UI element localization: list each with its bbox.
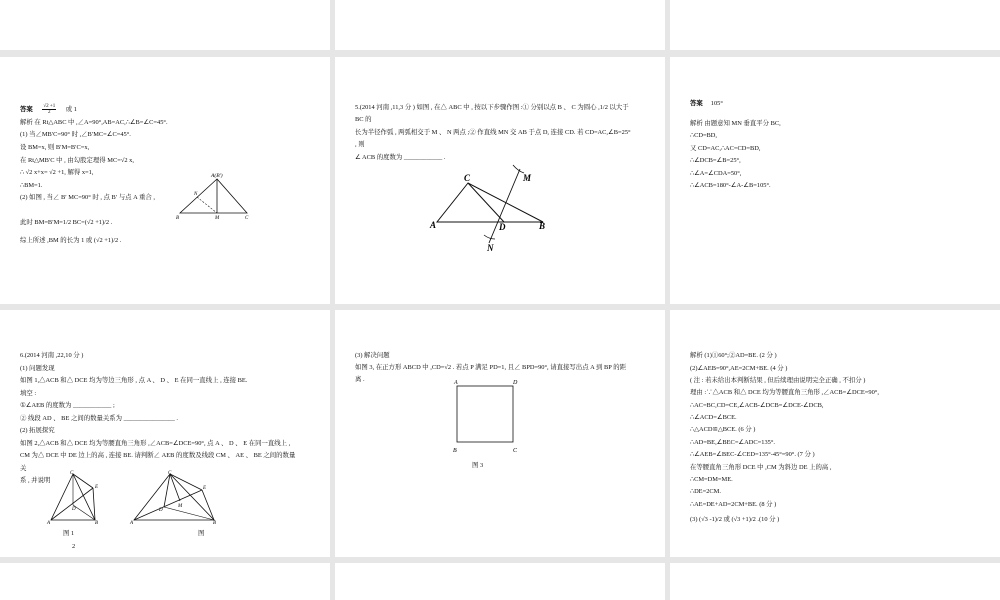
fig5-label-n: N xyxy=(487,243,494,251)
problem6-line-5: ①∠AEB 的度数为 ____________ ; xyxy=(20,402,115,409)
problem5-line-4: , 则 xyxy=(355,141,365,148)
fig5-label-a: A xyxy=(430,220,437,230)
page-number: 2 xyxy=(72,543,76,550)
answer-line xyxy=(20,104,77,115)
page-top-right xyxy=(670,0,1000,50)
fig2-label-m: M xyxy=(178,504,183,509)
problem6-line-10: 关 xyxy=(20,465,27,472)
fig2-label-e: E xyxy=(203,486,207,491)
problem6-part3-line-1: (3) 解决问题 xyxy=(355,352,390,359)
solution-line-5: ∴ √2 x+x= √2 +1, 解得 x=1, xyxy=(20,169,94,176)
answer5-line xyxy=(690,100,723,108)
solution6-line-4: 理由 :∵△ACB 和△ DCE 均为等腰直角三角形 ,∠ACB=∠DCE=90°, xyxy=(690,389,879,396)
label-b: B xyxy=(176,216,180,221)
fig1-label-d: D xyxy=(72,507,76,512)
square-figure xyxy=(451,376,521,456)
figure-3-caption: 图 3 xyxy=(472,462,484,469)
page-solution-6 xyxy=(670,310,1000,557)
answer5-line-5: ∴∠A=∠CDA=50°, xyxy=(690,170,742,177)
answer-tail: 或 1 xyxy=(65,105,77,113)
figure-1 xyxy=(45,470,107,525)
fig3-label-a: A xyxy=(454,380,458,386)
problem6-line-11: 系 , 并说明 xyxy=(20,477,51,484)
problem6-line-1: 6.(2014 河南 ,22,10 分 ) xyxy=(20,352,84,359)
label-m: M xyxy=(215,216,220,221)
solution6-line-7: ∴△ACD≌△BCE. (6 分 ) xyxy=(690,426,756,433)
solution6-line-11: ∴CM=DM=ME. xyxy=(690,476,733,483)
solution-line-2: (1) 当∠MB′C=90° 时 ,∠B′MC=∠C=45°. xyxy=(20,131,131,138)
fig2-label-d: D xyxy=(159,508,163,513)
solution-line-9: 综上所述 ,BM 的长为 1 或 (√2 +1)/2 . xyxy=(20,237,122,244)
page-bottom-right xyxy=(670,563,1000,600)
solution-line-4: 在 Rt△MB′C 中 , 由勾股定理得 MC=√2 x, xyxy=(20,157,134,164)
answer5-line-4: ∴∠DCB=∠B=25°, xyxy=(690,157,741,164)
problem5-line-5: ∠ ACB 的度数为 ____________ . xyxy=(355,154,446,161)
problem6-part3-line-3: 离 . xyxy=(355,376,365,383)
solution-line-6: ∴BM=1. xyxy=(20,182,43,189)
answer5-tag: 答案 xyxy=(690,100,703,107)
figure-1-caption: 图 1 xyxy=(63,530,75,537)
page-answer-5 xyxy=(670,57,1000,304)
construction-figure xyxy=(425,159,555,251)
fig1-label-e: E xyxy=(95,485,99,490)
page-bottom-left xyxy=(0,563,330,600)
fig1-label-a: A xyxy=(47,521,51,525)
fig5-label-m: M xyxy=(523,173,532,183)
label-c: C xyxy=(245,216,249,221)
fig5-label-d: D xyxy=(499,222,506,232)
problem6-line-8: 如图 2,△ACB 和△ DCE 均为等腰直角三角形 ,∠ACB=∠DCE=90°, 点 A 、 D 、 E 在同一直线上 , xyxy=(20,440,291,447)
answer5-value: 105° xyxy=(710,100,723,107)
page-problem-5 xyxy=(335,57,665,304)
problem6-line-3: 如图 1,△ACB 和△ DCE 均为等边三角形 , 点 A 、 D 、 E 在同一直线上 , 连接 BE. xyxy=(20,377,248,384)
problem6-part3-line-2: 如图 3, 在正方形 ABCD 中 ,CD=√2 . 若点 P 满足 PD=1, 且∠ BPD=90°, 请直接写出点 A 到 BP 的距 xyxy=(355,364,626,371)
problem6-line-7: (2) 拓展探究 xyxy=(20,427,55,434)
page-top-left xyxy=(0,0,330,50)
solution6-line-5: ∴AC=BC,CD=CE,∠ACB-∠DCB=∠DCE-∠DCB, xyxy=(690,402,824,409)
fig2-label-c: C xyxy=(168,471,172,476)
answer-denominator: 2 xyxy=(48,110,51,115)
solution6-line-10: 在等腰直角三角形 DCE 中 ,CM 为斜边 DE 上的高 , xyxy=(690,464,832,471)
solution6-line-6: ∴∠ACD=∠BCE. xyxy=(690,414,737,421)
solution-line-3: 设 BM=x, 则 B′M=B′C=x, xyxy=(20,144,90,151)
answer5-line-2: ∴CD=BD, xyxy=(690,132,718,139)
page-problem-6-part-3 xyxy=(335,310,665,557)
answer5-line-1: 解析 由题意知 MN 垂直平分 BC, xyxy=(690,120,781,127)
problem5-line-2: BC 的 xyxy=(355,116,372,123)
page-top-middle xyxy=(335,0,665,50)
figure-2 xyxy=(128,470,220,525)
fig3-label-b: B xyxy=(453,448,457,454)
answer5-line-3: 又 CD=AC,∴AC=CD=BD, xyxy=(690,145,761,152)
solution-line-1: 解析 在 Rt△ABC 中 ,∠A=90°,AB=AC,∴∠B=∠C=45°. xyxy=(20,119,168,126)
solution6-line-14: (3) (√3 -1)/2 或 (√3 +1)/2 .(10 分 ) xyxy=(690,516,780,523)
answer-tag: 答案 xyxy=(20,105,33,113)
fig2-label-b: B xyxy=(213,521,217,525)
solution6-line-3: ( 注 : 若未给出本判断结果 , 但后续理由说明完全正确 , 不扣分 ) xyxy=(690,377,866,384)
problem6-line-9: CM 为△ DCE 中 DE 边上的高 , 连接 BE. 请判断∠ AEB 的度数及线段 CM 、 AE 、 BE 之间的数量 xyxy=(20,452,296,459)
fig1-label-b: B xyxy=(95,521,99,525)
solution6-line-2: (2)∠AEB=90°,AE=2CM+BE. (4 分 ) xyxy=(690,365,788,372)
problem5-line-1: 5.(2014 河南 ,11,3 分 ) 如图 , 在△ ABC 中 , 按以下步骤作图 :① 分别以点 B 、 C 为圆心 ,1/2 以大于 xyxy=(355,104,629,111)
solution6-line-1: 解析 (1)①60°;②AD=BE. (2 分 ) xyxy=(690,352,777,359)
answer-numerator: √2 +1 xyxy=(43,104,56,109)
figure-2-caption: 图 xyxy=(198,530,205,537)
solution-line-8: 此时 BM=B′M=1/2 BC=(√2 +1)/2 . xyxy=(20,219,113,226)
answer5-line-6: ∴∠ACB=180°-∠A-∠B=105°. xyxy=(690,182,771,189)
problem6-line-2: (1) 问题发现 xyxy=(20,365,55,372)
problem6-line-6: ② 线段 AD 、 BE 之间的数量关系为 ________________ . xyxy=(20,415,178,422)
label-n: N xyxy=(194,192,198,197)
problem5-line-3: 长为半径作弧 , 两弧相交于 M 、 N 两点 ;② 作直线 MN 交 AB 于点 D, 连接 CD. 若 CD=AC,∠B=25° xyxy=(355,129,631,136)
fig5-label-b: B xyxy=(539,221,546,231)
fig1-label-c: C xyxy=(70,471,74,476)
label-a-b-prime: A(B′) xyxy=(211,173,223,179)
fig2-label-a: A xyxy=(130,521,134,525)
page-problem-6 xyxy=(0,310,330,557)
solution-line-7: (2) 如图 , 当∠ B′ MC=90° 时 , 点 B′ 与点 A 重合 , xyxy=(20,194,155,201)
page-bottom-middle xyxy=(335,563,665,600)
solution6-line-8: ∴AD=BE,∠BEC=∠ADC=135°. xyxy=(690,439,775,446)
solution6-line-12: ∴DE=2CM. xyxy=(690,488,721,495)
answer-fraction xyxy=(42,104,56,115)
fig5-label-c: C xyxy=(464,173,471,183)
problem6-line-4: 填空 : xyxy=(20,390,37,397)
fig3-label-c: C xyxy=(513,448,518,454)
page-answer-bm xyxy=(0,57,330,304)
solution6-line-9: ∴∠AEB=∠BEC-∠CED=135°-45°=90°. (7 分 ) xyxy=(690,451,815,458)
solution6-line-13: ∴AE=DE+AD=2CM+BE. (8 分 ) xyxy=(690,501,777,508)
triangle-figure xyxy=(170,169,255,221)
fig3-label-d: D xyxy=(513,380,518,386)
